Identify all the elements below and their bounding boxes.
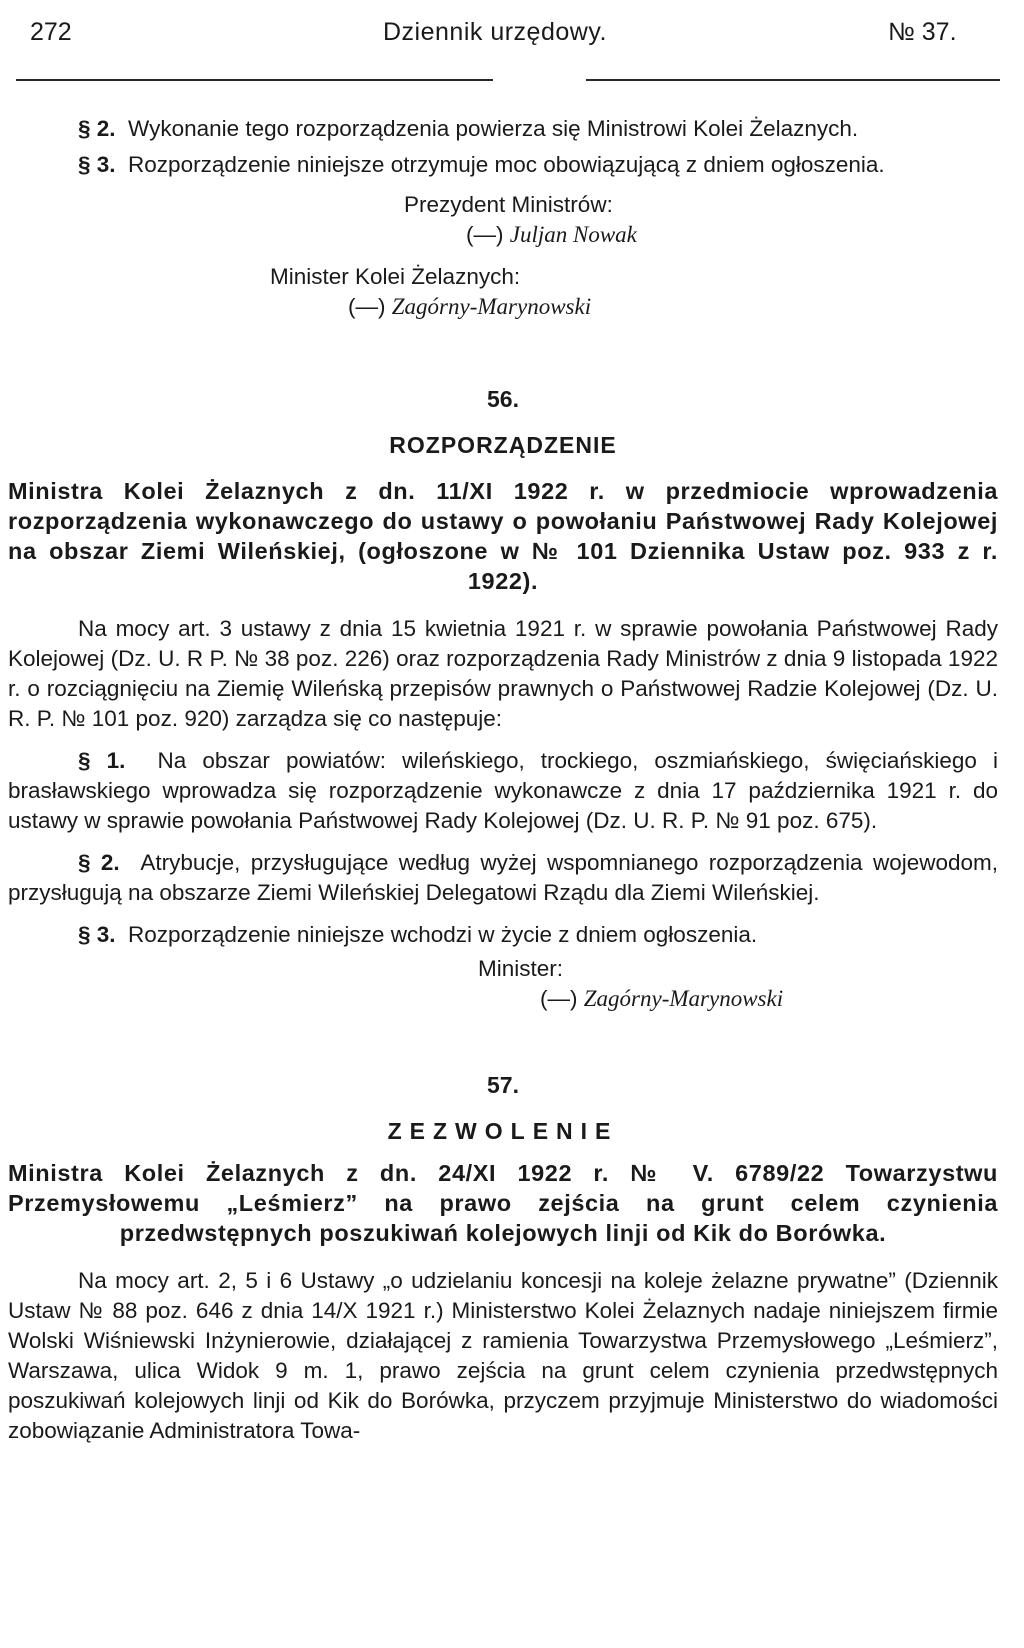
issue-number: № 37.	[888, 18, 957, 46]
document-number: 57.	[487, 1072, 519, 1098]
section-text: Rozporządzenie niniejsze wchodzi w życie z dniem ogłoszenia.	[128, 922, 758, 947]
body-paragraph: Na mocy art. 2, 5 i 6 Ustawy „o udzielaniu koncesji na koleje żelazne prywatne” (Dziennik Ustaw № 88 poz. 646 z dnia 14/X 1921 r.) Ministerstwo Kolei Żelaznych nadaje niniejszem firmie Wolski Wiśniewski Inżynierowie, działającej z ramienia Towarzystwa Przemysłowego „Leśmierz”, Warszawa, ulica Widok 9 m. 1, prawo zejścia na grunt celem czynienia przedwstępnych poszukiwań kolejowych linji od Kik do Borówka, przyczem przyjmuje Ministerstwo do wiadomości zobowiązanie Administratora Towa-	[8, 1268, 998, 1443]
section-3-paragraph	[8, 150, 998, 180]
document-lead: Ministra Kolei Żelaznych z dn. 24/XI 1922 r. № V. 6789/22 Towarzystwu Przemysłowemu „Leśmierz” na prawo zejścia na grunt celem czynienia przedwstępnych poszukiwań kolejowych linji od Kik do Borówka.	[8, 1160, 998, 1246]
signature-role: Prezydent Ministrów:	[404, 192, 613, 217]
section-mark: § 2.	[78, 850, 120, 875]
page-number: 272	[30, 18, 72, 46]
signatory-name: Zagórny-Marynowski	[583, 986, 784, 1011]
document-title: ZEZWOLENIE	[387, 1118, 619, 1144]
signatory-name: Juljan Nowak	[509, 222, 637, 247]
document-title: ROZPORZĄDZENIE	[389, 432, 617, 458]
signature-prefix: (—)	[348, 294, 386, 319]
signature-line	[8, 292, 998, 322]
signatory-name: Zagórny-Marynowski	[391, 294, 592, 319]
page-header	[8, 10, 998, 54]
section-mark: § 3.	[78, 152, 116, 177]
section-text: Wykonanie tego rozporządzenia powierza się Ministrowi Kolei Żelaznych.	[128, 116, 859, 141]
signature-block-minister	[8, 954, 998, 1014]
section-1-paragraph	[8, 746, 998, 836]
header-rule-right	[586, 79, 1000, 81]
signature-role: Minister Kolei Żelaznych:	[270, 264, 521, 289]
preamble-paragraph: Na mocy art. 3 ustawy z dnia 15 kwietnia 1921 r. w sprawie powołania Państwowej Rady Kolejowej (Dz. U. R P. № 38 poz. 226) oraz rozporządzenia Rady Ministrów z dnia 9 listopada 1922 r. o rozciągnięciu na Ziemię Wileńską przepisów prawnych o Państwowej Radzie Kolejowej (Dz. U. R. P. № 101 poz. 920) zarządza się co następuje:	[8, 616, 998, 731]
signature-role: Minister:	[478, 956, 564, 981]
document-number: 56.	[487, 386, 519, 412]
section-text: Atrybucje, przysługujące według wyżej wspomnianego rozporządzenia wojewodom, przysługują na obszarze Ziemi Wileńskiej Delegatowi Rządu dla Ziemi Wileńskiej.	[8, 850, 998, 905]
section-2-paragraph	[8, 848, 998, 908]
page-content	[8, 114, 998, 1446]
signature-line	[8, 984, 998, 1014]
document-page	[8, 10, 998, 1443]
signature-line	[8, 220, 998, 250]
signature-prefix: (—)	[540, 986, 578, 1011]
signature-prefix: (—)	[466, 222, 504, 247]
section-text: Rozporządzenie niniejsze otrzymuje moc obowiązującą z dniem ogłoszenia.	[128, 152, 885, 177]
signature-block-prime-minister	[8, 190, 998, 250]
section-mark: § 3.	[78, 922, 116, 947]
section-mark: § 1.	[78, 748, 126, 773]
signature-block-railway-minister	[8, 262, 998, 322]
document-lead: Ministra Kolei Żelaznych z dn. 11/XI 1922 r. w przedmiocie wprowadzenia rozporządzenia wykonawczego do ustawy o powołaniu Państwowej Rady Kolejowej na obszar Ziemi Wileńskiej, (ogłoszone w № 101 Dziennika Ustaw poz. 933 z r. 1922).	[8, 478, 998, 594]
section-3-paragraph	[8, 920, 998, 950]
header-rule-left	[16, 79, 493, 81]
section-mark: § 2.	[78, 116, 116, 141]
section-text: Na obszar powiatów: wileńskiego, trockiego, oszmiańskiego, święciańskiego i brasławskiego wprowadza się rozporządzenie wykonawcze z dnia 17 października 1921 r. do ustawy w sprawie powołania Państwowej Rady Kolejowej (Dz. U. R. P. № 91 poz. 675).	[8, 748, 998, 833]
journal-title: Dziennik urzędowy.	[383, 18, 607, 46]
section-2-paragraph	[8, 114, 998, 144]
